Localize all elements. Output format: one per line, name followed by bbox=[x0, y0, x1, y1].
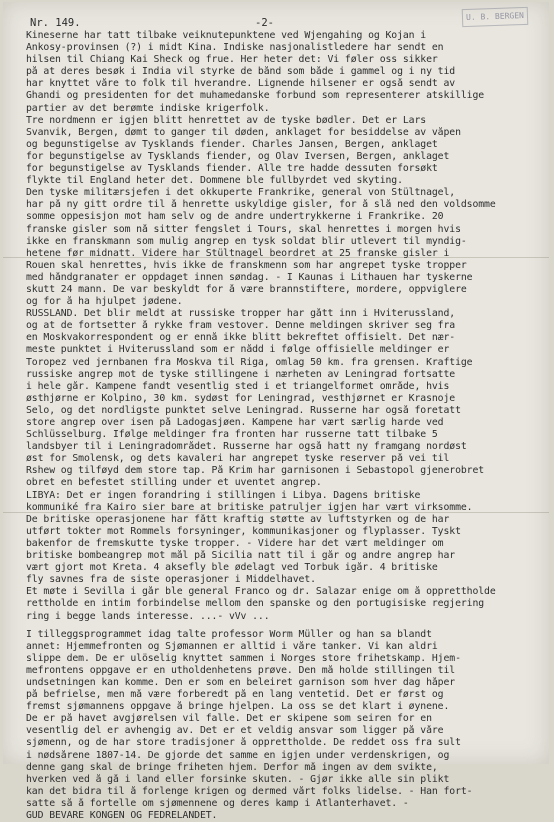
text-line: hverken ved å gå i land eller forsinke skuten. - Gjør ikke alle sin plikt bbox=[26, 773, 450, 785]
text-line: for begunstigelse av Tysklands fiender. Alle tre hadde dessuten forsøkt bbox=[26, 163, 438, 175]
text-line: og for å ha hjulpet jødene. bbox=[26, 296, 183, 308]
issue-number: Nr. 149. bbox=[30, 17, 81, 29]
text-line: slippe dem. De er ulöselig knyttet sammen i Norges store frihetskamp. Hjem- bbox=[26, 652, 461, 664]
text-line: vesentlig del er avhengig av. Det er et veldig ansvar som ligger på våre bbox=[26, 725, 444, 737]
text-line: og at de fortsetter å rykke fram vestover. Denne meldingen skriver seg fra bbox=[26, 320, 456, 332]
text-line: rettholde en intim forbindelse mellom den spanske og den portugisiske regjering bbox=[26, 598, 485, 610]
text-line: De er på havet avgjørelsen vil falle. Det er skipene som seiren for en bbox=[26, 713, 432, 725]
text-line: Et møte i Sevilla i går ble general Franco og dr. Salazar enige om å opprettholde bbox=[26, 586, 496, 598]
text-line: kan det bidra til å forlenge krigen og dermed vårt folks lidelse. - Han fort- bbox=[26, 785, 473, 797]
text-line: med håndgranater er oppdaget innen søndag. - I Kaunas i Lithauen har tyskerne bbox=[26, 271, 473, 283]
text-line: Rouen skal henrettes, hvis ikke de franskmenn som har angrepet tyske tropper bbox=[26, 259, 467, 271]
text-line: franske gisler som nå sitter fengslet i Tours, skal henrettes i morgen hvis bbox=[26, 223, 461, 235]
text-line: flykte til England heter det. Dommene ble fullbyrdet ved skyting. bbox=[26, 175, 403, 187]
text-line: på befrielse, men må være forberedt på en lang ventetid. Det er først og bbox=[26, 689, 444, 701]
text-line: undsetningen kan komme. Den er som en beleiret garnison som hver dag håper bbox=[26, 676, 456, 688]
text-line: obret en befestet stilling under et uventet angrep. bbox=[26, 477, 322, 489]
text-line: østhjørne er Kolpino, 30 km. sydøst for Leningrad, vesthjørnet er Krasnoje bbox=[26, 392, 456, 404]
text-line: partier av det berømte indiske krigerfolk. bbox=[26, 102, 270, 114]
text-line: vært gjort mot Kreta. 4 aksefly ble ødelagt ved Torbuk igår. 4 britiske bbox=[26, 562, 438, 574]
document-header bbox=[30, 17, 530, 29]
text-line: har på ny gitt ordre til å henrette uskyldige gisler, for å slå ned den voldsomme bbox=[26, 199, 496, 211]
text-line: RUSSLAND. Det blir meldt at russiske tropper har gått inn i Hviterussland, bbox=[26, 308, 456, 320]
text-line: bakenfor de fremskutte tyske tropper. - Videre har det vært meldinger om bbox=[26, 537, 444, 549]
text-line: satte så å fortelle om sjømennene og deres kamp i Atlanterhavet. - bbox=[26, 797, 409, 809]
text-line: Tre nordmenn er igjen blitt henrettet av de tyske bødler. Det er Lars bbox=[26, 114, 427, 126]
text-line: store angrep over isen på Ladogasjøen. Kampene har vært særlig harde ved bbox=[26, 417, 444, 428]
document-body bbox=[26, 30, 532, 822]
text-line: I tilleggsprogrammet idag talte professor Worm Müller og han sa blandt bbox=[26, 628, 432, 640]
text-line: ikke en franskmann som mulig angrep en tysk soldat blir utlevert til myndig- bbox=[26, 235, 467, 247]
text-line: sjømenn, og de har store tradisjoner å opprettholde. De reddet oss fra sult bbox=[26, 737, 461, 749]
text-line: somme oppesisjon mot ham selv og de andre undertrykkerne i Frankrike. 20 bbox=[26, 211, 444, 223]
text-line: i hele går. Kampene fandt vesentlig sted i et triangelformet område, hvis bbox=[26, 380, 450, 392]
text-line: LIBYA: Det er ingen forandring i stillingen i Libya. Dagens britiske bbox=[26, 489, 421, 501]
text-line: landsbyer til i Leningradområdet. Russerne har også hatt ny framgang nordøst bbox=[26, 441, 467, 453]
text-line: ring i begge lands interesse. ...- vVv ... bbox=[26, 610, 270, 622]
text-line: Kineserne har tatt tilbake veiknutepunktene ved Wjengahing og Kojan i bbox=[26, 30, 427, 41]
text-line: skutt 24 mann. De var beskyldt for å være brannstiftere, mordere, oppviglere bbox=[26, 283, 467, 295]
text-line: annet: Hjemmefronten og Sjømannen er alltid i våre tanker. Vi kan aldri bbox=[26, 640, 438, 652]
text-line: hilsen til Chiang Kai Sheck og frue. Her heter det: Vi føler oss sikker bbox=[26, 54, 438, 66]
text-line: mefrontens oppgave er en utholdenhetens prøve. Den må holde stillingen til bbox=[26, 664, 456, 676]
text-line: GUD BEVARE KONGEN OG FEDRELANDET. bbox=[26, 810, 218, 821]
text-line: i nødsårene 1807-14. De gjorde det samme en igjen under verdenskrigen, og bbox=[26, 749, 450, 761]
text-line: meste punktet i Hviterussland som er nådd i følge offisielle meldinger er bbox=[26, 344, 450, 356]
text-line: Toropez ved jernbanen fra Moskva til Riga, omlag 50 km. fra grensen. Kraftige bbox=[26, 356, 473, 368]
text-line: Ankosy-provinsen (?) i midt Kina. Indiske nasjonalistledere har sendt en bbox=[26, 42, 444, 54]
text-line: fly savnes fra de siste operasjoner i Middelhavet. bbox=[26, 574, 316, 586]
text-line: Selo, og det nordligste punktet selve Leningrad. Russerne har også foretatt bbox=[26, 404, 461, 416]
text-line: Den tyske militærsjefen i det okkuperte Frankrike, general von Stültnagel, bbox=[26, 187, 456, 199]
text-line: har knyttet våre to folk til hverandre. Lignende hilsener er også sendt av bbox=[26, 78, 456, 90]
text-line: utført tokter mot Rommels forsyninger, kommunikasjoner og flyplasser. Tyskt bbox=[26, 525, 461, 537]
text-line: hetene før midnatt. Videre har Stültnagel beordret at 25 franske gisler i bbox=[26, 247, 450, 259]
text-line: og begunstigelse av Tysklands fiender. Charles Jansen, Bergen, anklaget bbox=[26, 138, 438, 150]
text-line: Rshew og tilføyd dem store tap. På Krim har garnisonen i Sebastopol gjenerobret bbox=[26, 465, 485, 477]
text-line: en Moskvakorrespondent og er ennå ikke blitt bekreftet offisielt. Det nær- bbox=[26, 332, 456, 344]
library-stamp: U. B. BERGEN bbox=[462, 7, 529, 27]
text-line: Schlüsselburg. Ifølge meldinger fra fronten har russerne tatt tilbake 5 bbox=[26, 429, 438, 441]
text-line: britiske bombeangrep mot mål på Sicilia natt til i går og andre angrep har bbox=[26, 550, 456, 562]
text-line: for begunstigelse av Tysklands fiender, og Olav Iversen, Bergen, anklaget bbox=[26, 150, 450, 162]
text-line: De britiske operasjonene har fått kraftig støtte av luftstyrken og de har bbox=[26, 513, 450, 525]
text-line: russiske angrep mot de tyske stillingene i nærheten av Leningrad fortsatte bbox=[26, 368, 456, 380]
text-line: øst for Smolensk, og dets kavaleri har angrepet tyske reserver på vei til bbox=[26, 453, 450, 465]
text-line: Ghandi og presidenten for det muhamedanske forbund som representerer atskillige bbox=[26, 90, 485, 102]
text-line: denne gang skal de bringe friheten hjem. Derfor må ingen av dem svikte, bbox=[26, 761, 438, 773]
text-line: fremst sjømannens oppgave å bringe hjelpen. La oss se det klart i øynene. bbox=[26, 701, 450, 713]
text-line: på at deres besøk i India vil styrke de bånd som både i gammel og i ny tid bbox=[26, 66, 456, 78]
text-line: kommuniké fra Kairo sier bare at britiske patruljer igjen har vært virksomme. bbox=[26, 501, 473, 513]
text-line: Svanvik, Bergen, dømt to ganger til døden, anklaget for besiddelse av våpen bbox=[26, 126, 461, 138]
page-number: -2- bbox=[255, 17, 274, 29]
